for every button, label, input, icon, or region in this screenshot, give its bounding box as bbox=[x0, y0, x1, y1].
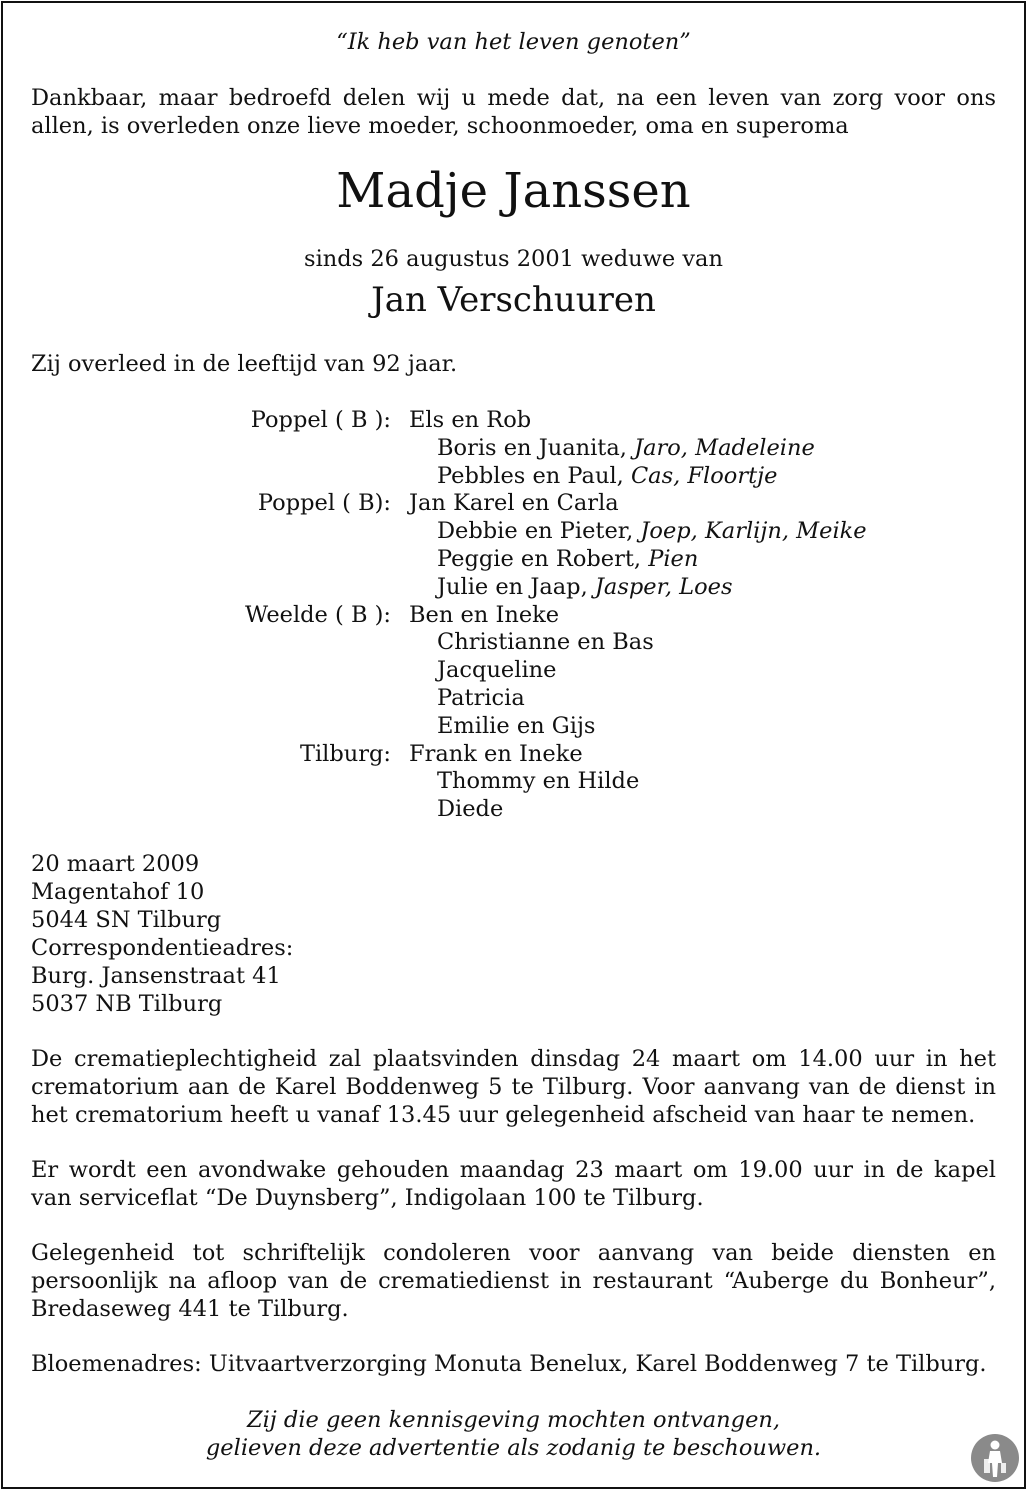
cremation-paragraph: De crematieplechtigheid zal plaatsvinden dinsdag 24 maart om 14.00 uur in het crematorium aan de Karel Boddenweg 5 te Tilburg. Voor aanvang van de dienst in het crematorium heeft u vanaf 13.45 uur gelegenheid afscheid van haar te nemen. bbox=[31, 1046, 996, 1128]
family-child bbox=[437, 462, 777, 490]
closing-line-2: gelieven deze advertentie als zodanig te beschouwen. bbox=[205, 1435, 822, 1461]
child-names: Boris en Juanita, bbox=[437, 434, 635, 461]
child-names: Diede bbox=[437, 796, 504, 823]
address-line: 20 maart 2009 bbox=[31, 851, 200, 877]
address-block bbox=[31, 850, 431, 1020]
deceased-name: Madje Janssen bbox=[336, 163, 691, 219]
quote: “Ik heb van het leven genoten” bbox=[336, 29, 691, 55]
intro-paragraph: Dankbaar, maar bedroefd delen wij u mede dat, na een leven van zorg voor ons allen, is overleden onze lieve moeder, schoonmoeder, oma en superoma bbox=[31, 85, 996, 139]
child-names: Pebbles en Paul, bbox=[437, 462, 631, 489]
grandchildren-names: Pien bbox=[648, 546, 699, 572]
family-place: Tilburg: bbox=[299, 740, 391, 767]
address-line: Burg. Jansenstraat 41 bbox=[31, 963, 281, 989]
child-names: Patricia bbox=[437, 685, 525, 711]
memorial-figure-icon bbox=[970, 1433, 1020, 1483]
family-child bbox=[437, 545, 698, 573]
family-place: Poppel ( B): bbox=[257, 490, 391, 517]
family-child bbox=[437, 684, 525, 712]
child-names: Peggie en Robert, bbox=[437, 546, 649, 572]
closing-line-1: Zij die geen kennisgeving mochten ontvangen, bbox=[246, 1407, 781, 1433]
grandchildren-names: Jaro, Madeleine bbox=[634, 434, 815, 461]
child-names: Julie en Jaap, bbox=[437, 573, 595, 600]
family-child bbox=[437, 517, 867, 545]
child-names: Christianne en Bas bbox=[437, 629, 654, 656]
family-place: Poppel ( B ): bbox=[250, 407, 391, 433]
family-parents: Ben en Ineke bbox=[409, 601, 560, 628]
grandchildren-names: Cas, Floortje bbox=[630, 462, 778, 489]
address-line: 5044 SN Tilburg bbox=[31, 907, 222, 933]
family-parents: Jan Karel en Carla bbox=[409, 490, 619, 517]
family-parents: Els en Rob bbox=[409, 407, 532, 433]
vigil-paragraph: Er wordt een avondwake gehouden maandag 23 maart om 19.00 uur in de kapel van serviceflat “De Duynsberg”, Indigolaan 100 te Tilburg. bbox=[31, 1157, 996, 1211]
child-names: Thommy en Hilde bbox=[437, 768, 640, 795]
family-child bbox=[437, 795, 503, 823]
condolence-paragraph: Gelegenheid tot schriftelijk condoleren voor aanvang van beide diensten en persoonlijk na afloop van de crematiedienst in restaurant “Auberge du Bonheur”, Bredaseweg 441 te Tilburg. bbox=[31, 1240, 996, 1322]
flowers-address: Bloemenadres: Uitvaartverzorging Monuta Benelux, Karel Boddenweg 7 te Tilburg. bbox=[31, 1351, 987, 1377]
address-line: Magentahof 10 bbox=[31, 879, 205, 905]
family-list bbox=[31, 406, 996, 826]
grandchildren-names: Jasper, Loes bbox=[594, 573, 733, 600]
family-child bbox=[437, 434, 815, 462]
family-child bbox=[437, 573, 733, 601]
family-child bbox=[437, 712, 595, 740]
address-line: Correspondentieadres: bbox=[31, 935, 294, 961]
family-child bbox=[437, 767, 639, 795]
address-line: 5037 NB Tilburg bbox=[31, 991, 223, 1017]
child-names: Debbie en Pieter, bbox=[437, 518, 641, 545]
child-names: Jacqueline bbox=[437, 657, 557, 684]
family-place: Weelde ( B ): bbox=[245, 601, 391, 628]
widow-line: sinds 26 augustus 2001 weduwe van bbox=[304, 246, 723, 272]
age-line: Zij overleed in de leeftijd van 92 jaar. bbox=[31, 351, 458, 377]
spouse-name: Jan Verschuuren bbox=[371, 280, 656, 320]
family-child bbox=[437, 656, 556, 684]
grandchildren-names: Joep, Karlijn, Meike bbox=[640, 518, 867, 545]
child-names: Emilie en Gijs bbox=[437, 712, 596, 739]
family-child bbox=[437, 628, 654, 656]
family-parents: Frank en Ineke bbox=[409, 740, 583, 767]
